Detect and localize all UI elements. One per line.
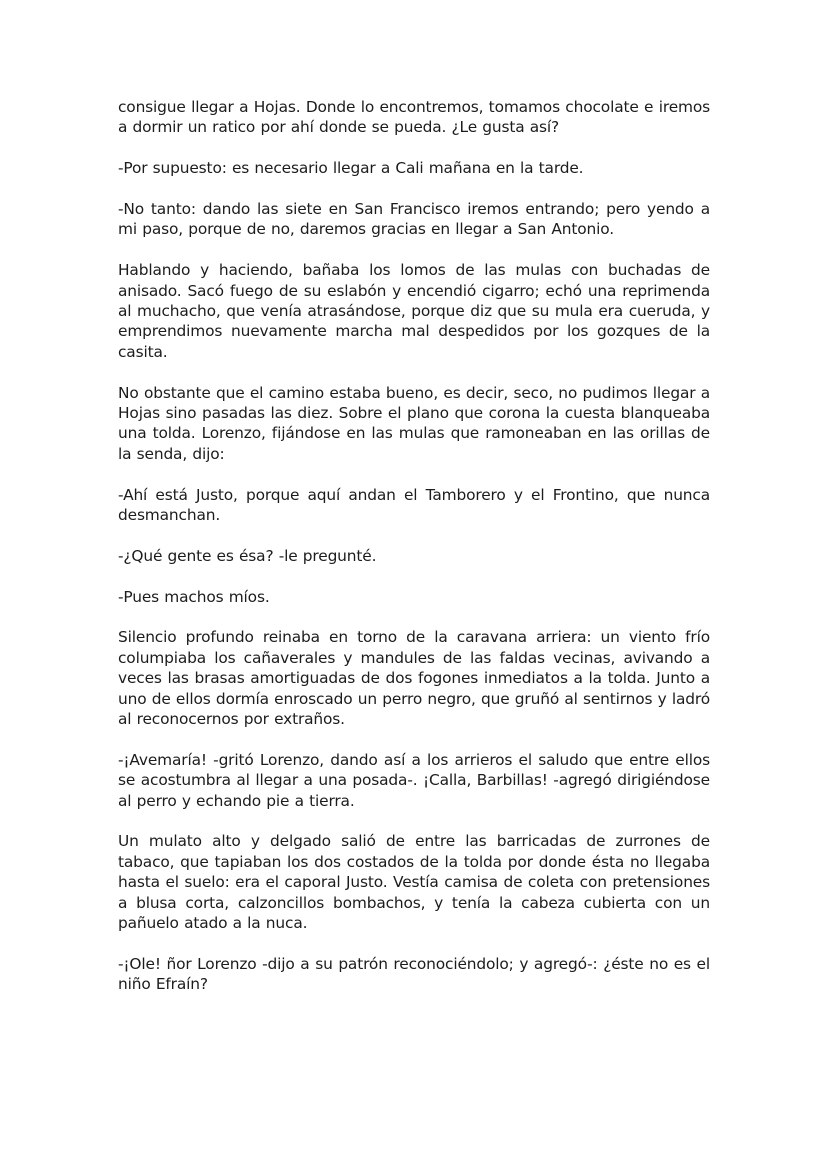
paragraph: -Por supuesto: es necesario llegar a Cali mañana en la tarde. [118, 159, 584, 178]
paragraph: -No tanto: dando las siete en San Francisco iremos entrando; pero yendo a mi paso, porque de no, daremos gracias en llegar a San Antonio. [118, 200, 710, 239]
paragraph: -¡Ole! ñor Lorenzo -dijo a su patrón reconociéndolo; y agregó-: ¿éste no es el niño Efraín? [118, 954, 710, 994]
paragraph: Un mulato alto y delgado salió de entre las barricadas de zurrones de tabaco, que tapiaban los dos costados de la tolda por donde ésta no llegaba hasta el suelo: era el caporal Justo. Vestía camisa de coleta con pretensiones a blusa corta, calzoncillos bombachos, y tenía la cabeza cubierta con un pañuelo atado a la nuca. [118, 832, 710, 933]
paragraph: -¡Avemaría! -gritó Lorenzo, dando así a los arrieros el saludo que entre ellos se acostumbra al llegar a una posada-. ¡Calla, Barbillas! -agregó dirigiéndose al perro y echando pie a tierra. [118, 750, 710, 810]
paragraph: No obstante que el camino estaba bueno, es decir, seco, no pudimos llegar a Hojas sino pasadas las diez. Sobre el plano que corona la cuesta blanqueaba una tolda. Lorenzo, fijándose en las mulas que ramoneaban en las orillas de la senda, dijo: [118, 383, 710, 463]
paragraph: -Pues machos míos. [118, 587, 270, 606]
body-text [118, 97, 710, 1015]
paragraph: -¿Qué gente es ésa? -le pregunté. [118, 546, 377, 565]
paragraph: Silencio profundo reinaba en torno de la caravana arriera: un viento frío columpiaba los cañaverales y mandules de las faldas vecinas, avivando a veces las brasas amortiguadas de dos fogones inmediatos a la tolda. Junto a uno de ellos dormía enroscado un perro negro, que gruñó al sentirnos y ladró al reconocernos por extraños. [118, 628, 710, 729]
paragraph: consigue llegar a Hojas. Donde lo encontremos, tomamos chocolate e iremos a dormir un ratico por ahí donde se pueda. ¿Le gusta así? [118, 98, 710, 137]
paragraph: Hablando y haciendo, bañaba los lomos de las mulas con buchadas de anisado. Sacó fuego de su eslabón y encendió cigarro; echó una reprimenda al muchacho, que venía atrasándose, porque diz que su mula era cueruda, y emprendimos nuevamente marcha mal despedidos por los gozques de la casita. [118, 261, 710, 361]
paragraph: -Ahí está Justo, porque aquí andan el Tamborero y el Frontino, que nunca desmanchan. [118, 485, 710, 525]
